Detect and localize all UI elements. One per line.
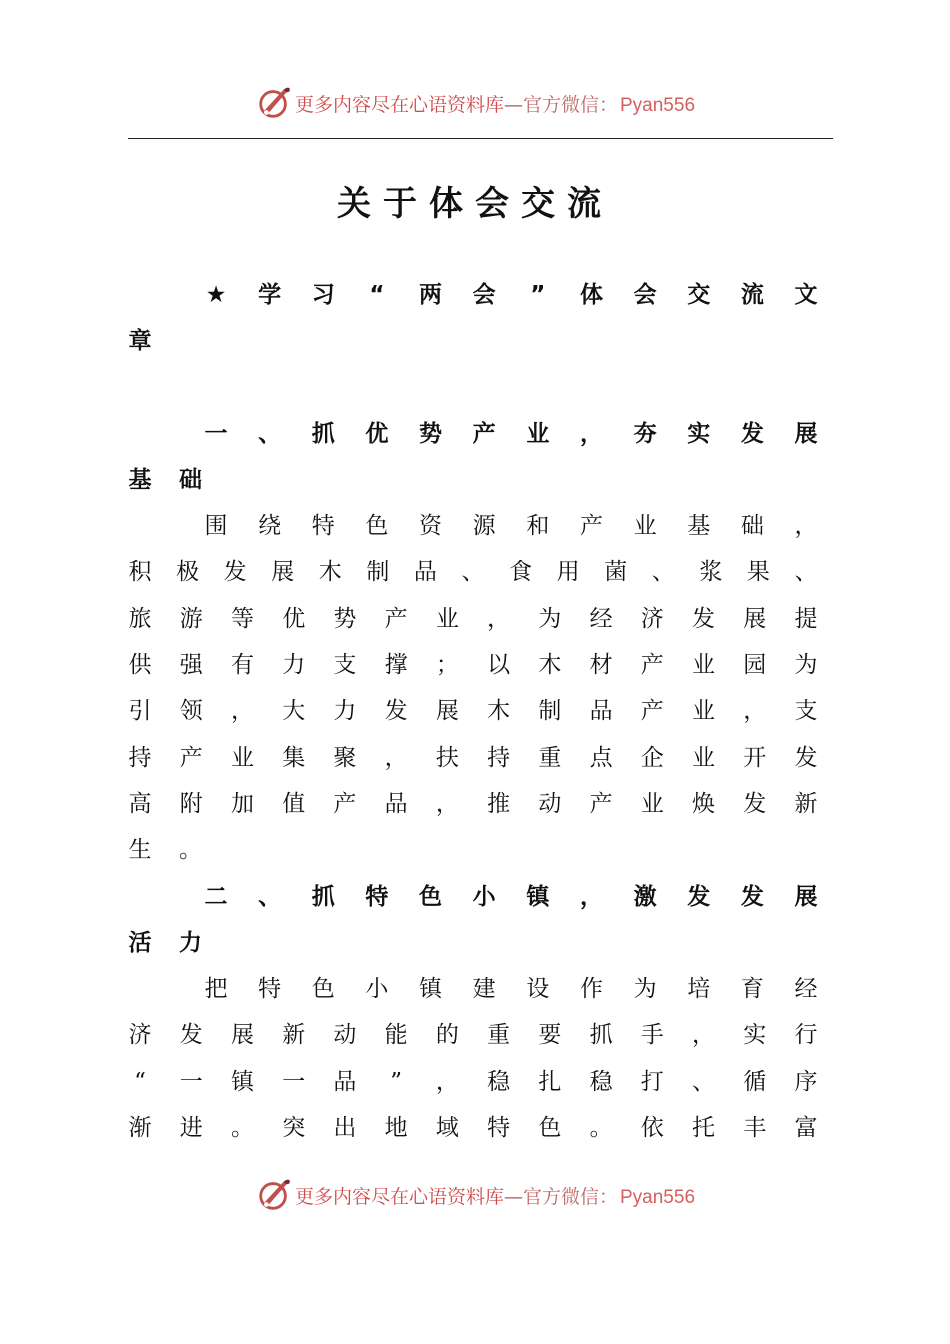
wechat-label: 官方微信： <box>522 1185 618 1208</box>
quill-logo-icon <box>255 84 293 122</box>
paragraph-line: 渐 进 。 突 出 地 域 特 色 。 依 托 丰 富 <box>128 1115 818 1142</box>
paragraph-line: 引 领 ， 大 力 发 展 木 制 品 产 业 ， 支 <box>128 698 818 725</box>
header-rule <box>128 138 833 139</box>
paragraph-line: 高 附 加 值 产 品 ， 推 动 产 业 焕 发 新 <box>128 790 818 817</box>
paragraph-line: 生 。 <box>128 837 202 864</box>
heading-line: 一 、 抓 优 势 产 业 ， 夯 实 发 展 <box>204 420 818 447</box>
paragraph-line: 持 产 业 集 聚 ， 扶 持 重 点 企 业 开 发 <box>128 744 818 771</box>
document-title: 关于体会交流 <box>337 184 613 224</box>
paragraph-line: 把 特 色 小 镇 建 设 作 为 培 育 经 <box>204 976 818 1003</box>
footer-watermark <box>0 1175 950 1215</box>
heading-line: ★ 学 习 “ 两 会 ” 体 会 交 流 文 <box>205 282 818 308</box>
paragraph-line: 供 强 有 力 支 撑 ； 以 木 材 产 业 园 为 <box>128 652 818 679</box>
brand-text: 更多内容尽在心语资料库 <box>294 1185 504 1208</box>
quill-logo-icon <box>255 1176 293 1214</box>
wechat-label: 官方微信： <box>522 93 618 116</box>
heading-line: 章 <box>128 328 152 355</box>
wechat-handle: Pyan556 <box>620 94 696 116</box>
blank-line <box>128 365 818 411</box>
heading-line: 基 础 <box>128 466 202 493</box>
brand-text: 更多内容尽在心语资料库 <box>294 93 504 116</box>
heading-line: 活 力 <box>128 929 202 956</box>
paragraph-line: 积 极 发 展 木 制 品 、 食 用 菌 、 浆 果 、 <box>128 559 818 586</box>
paragraph-line: 济 发 展 新 动 能 的 重 要 抓 手 ， 实 行 <box>128 1022 818 1049</box>
heading-line: 二 、 抓 特 色 小 镇 ， 激 发 发 展 <box>204 883 818 910</box>
separator: — <box>503 1185 523 1208</box>
document-body <box>128 272 818 1151</box>
paragraph-line: 旅 游 等 优 势 产 业 ， 为 经 济 发 展 提 <box>128 605 818 632</box>
paragraph-line: 围 绕 特 色 资 源 和 产 业 基 础 ， <box>204 513 818 540</box>
wechat-handle: Pyan556 <box>620 1186 696 1208</box>
paragraph-line: “ 一 镇 一 品 ” ， 稳 扎 稳 打 、 循 序 <box>134 1068 818 1095</box>
header-watermark <box>0 83 950 123</box>
separator: — <box>503 93 523 116</box>
